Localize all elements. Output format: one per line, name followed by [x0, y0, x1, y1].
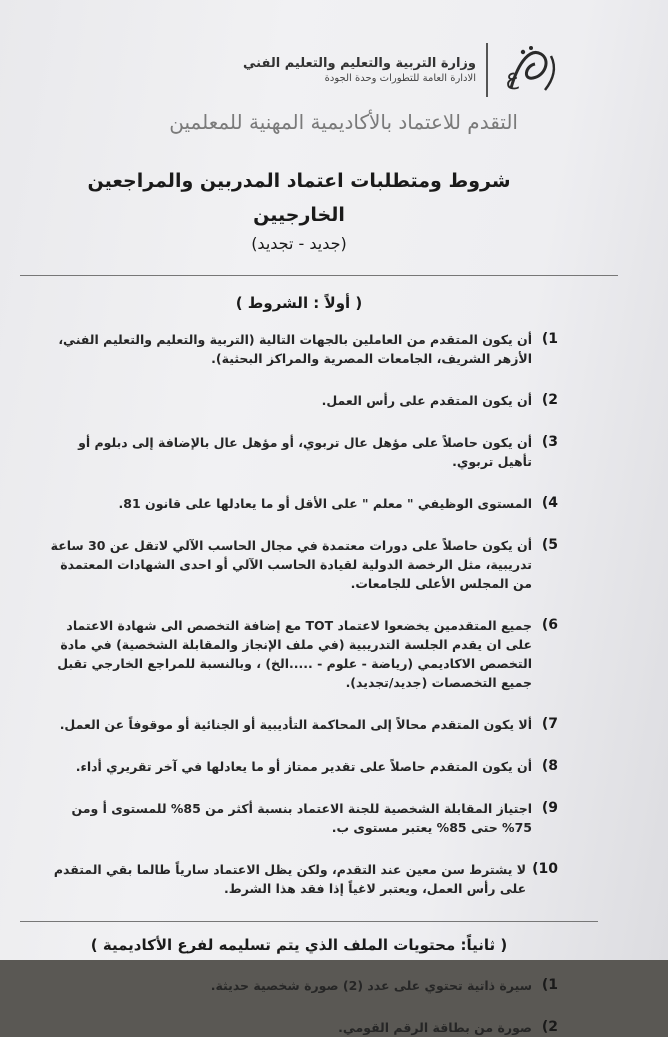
item-text: أن يكون المتقدم حاصلاً على تقدير ممتاز أو ما يعادلها في آخر تقريري أداء.: [75, 759, 532, 774]
item-text: لا يشترط سن معين عند التقدم، ولكن يظل الاعتماد سارياً طالما بقي المتقدم على رأس العمل، ويعتبر لاغياً إذا فقد هذا الشرط.: [53, 862, 527, 896]
list-item: [40, 433, 558, 471]
page-title: [40, 164, 558, 232]
org-name-line2: الادارة العامة للتطورات وحدة الجودة: [324, 73, 476, 84]
list-item: [40, 330, 558, 368]
item-text: المستوى الوظيفي " معلم " على الأقل أو ما يعادلها على قانون 81.: [118, 496, 532, 511]
org-name: [243, 56, 476, 84]
item-number: 5): [541, 537, 558, 553]
divider: [20, 921, 598, 922]
list-item: [40, 616, 558, 692]
item-number: 1): [541, 977, 558, 993]
item-number: 1): [541, 331, 558, 347]
file-contents-list: [40, 976, 558, 1037]
section-heading-file-contents: ( ثانياً: محتويات الملف الذي يتم تسليمه لفرع الأكاديمية ): [90, 936, 508, 954]
item-number: 4): [541, 495, 558, 511]
list-item: [40, 715, 558, 734]
item-text: أن يكون المتقدم على رأس العمل.: [321, 393, 532, 408]
item-number: 3): [541, 434, 558, 450]
item-number: 2): [541, 392, 558, 408]
conditions-list: [40, 330, 558, 898]
item-number: 9): [541, 800, 558, 816]
title-qualifier: (جديد - تجديد): [251, 234, 347, 253]
list-item: [40, 536, 558, 593]
item-text: أن يكون حاصلاً على دورات معتمدة في مجال الحاسب الآلي لاتقل عن 30 ساعة تدريبية، مثل الرخصة الدولية لقيادة الحاسب الآلي أو احدى الشهادات المعتمدة من المجلس الأعلى للجامعات.: [50, 538, 532, 591]
item-number: 2): [541, 1019, 558, 1035]
letterhead: [40, 30, 568, 110]
item-number: 6): [541, 617, 558, 633]
item-text: جميع المتقدمين يخضعوا لاعتماد TOT مع إضافة التخصص الى شهادة الاعتماد على ان يقدم الجلسة التدريبية (في ملف الإنجاز والمقابلة الشخصية) في مادة التخصص الاكاديمي (رياضة - علوم - .....الخ) ، وبالنسبة للمراجع الخارجي تقبل جميع التخصصات (جديد/تجديد).: [57, 618, 532, 690]
list-item: [40, 757, 558, 776]
list-item: [40, 494, 558, 513]
list-item: [40, 976, 558, 995]
item-text: صورة من بطاقة الرقم القومي.: [338, 1020, 532, 1035]
page-subtitle: التقدم للاعتماد بالأكاديمية المهنية للمعلمين: [169, 110, 518, 134]
section-heading-conditions: ( أولاً : الشروط ): [235, 294, 363, 312]
title-line1: شروط ومتطلبات اعتماد المدربين والمراجعين: [87, 170, 511, 192]
list-item: [40, 391, 558, 410]
item-text: سيرة ذاتية تحتوي على عدد (2) صورة شخصية حديثة.: [210, 978, 532, 993]
list-item: [40, 1018, 558, 1037]
org-name-line1: وزارة التربية والتعليم والتعليم الفني: [243, 56, 476, 71]
calligraphy-logo-icon: [501, 40, 565, 100]
ministry-logo: [498, 39, 568, 101]
title-line2: الخارجيين: [253, 204, 345, 226]
item-text: ألا يكون المتقدم محالاً إلى المحاكمة التأديبية أو الجنائية أو موقوفاً عن العمل.: [59, 717, 532, 732]
list-item: [40, 860, 558, 898]
item-number: 8): [541, 758, 558, 774]
item-number: 10): [532, 861, 558, 877]
item-text: أن يكون المتقدم من العاملين بالجهات التالية (التربية والتعليم والتعليم الفني، الأزهر الشريف، الجامعات المصرية والمراكز البحثية).: [58, 332, 532, 366]
divider: [20, 275, 618, 276]
item-number: 7): [541, 716, 558, 732]
list-item: [40, 799, 558, 837]
logo-divider: [486, 43, 488, 97]
item-text: اجتياز المقابلة الشخصية للجنة الاعتماد بنسبة أكثر من 85% للمستوى أ ومن 75% حتى 85% يعتبر مستوى ب.: [71, 801, 532, 835]
logo-letter: ع: [505, 65, 519, 90]
item-text: أن يكون حاصلاً على مؤهل عال تربوي، أو مؤهل عال بالإضافة إلى دبلوم أو تأهيل تربوي.: [78, 435, 532, 469]
